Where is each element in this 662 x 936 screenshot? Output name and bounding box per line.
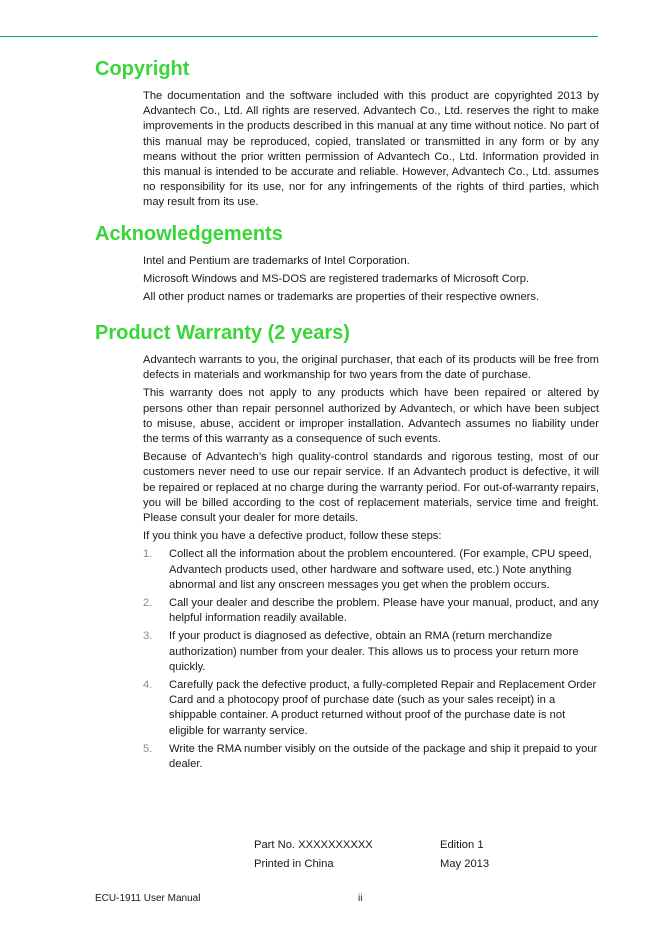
- header-rule: [0, 36, 598, 37]
- list-item: [143, 678, 599, 739]
- warranty-paragraph: This warranty does not apply to any products which have been repaired or altered by persons other than repair personnel authorized by Advantech, or which have been subject to misuse, abuse, accident or improper installation. Advantech assumes no liability under the terms of this warranty as a consequence of such events.: [143, 387, 599, 446]
- acknowledgements-section: [143, 254, 599, 309]
- copyright-section: [143, 89, 599, 214]
- step-text: If your product is diagnosed as defective, obtain an RMA (return merchandize authorization) number from your dealer. This allows us to process your return more quickly.: [169, 630, 579, 673]
- footer-page-number: ii: [358, 893, 363, 904]
- step-text: Carefully pack the defective product, a fully-completed Repair and Replacement Order Card and a photocopy proof of purchase date (such as your sales receipt) in a shippable container. A product returned without proof of the purchase date is not eligible for warranty service.: [169, 679, 597, 737]
- list-item: [143, 629, 599, 675]
- footer-manual-title: ECU-1911 User Manual: [95, 893, 201, 904]
- ack-line: Microsoft Windows and MS-DOS are registered trademarks of Microsoft Corp.: [143, 273, 530, 286]
- edition: Edition 1: [440, 839, 484, 851]
- ack-line: Intel and Pentium are trademarks of Intel Corporation.: [143, 255, 410, 267]
- warranty-heading: Product Warranty (2 years): [95, 322, 350, 344]
- warranty-paragraph: Advantech warrants to you, the original purchaser, that each of its products will be free from defects in materials and workmanship for two years from the date of purchase.: [143, 354, 599, 382]
- step-number: 1.: [143, 548, 153, 561]
- step-text: Call your dealer and describe the problem. Please have your manual, product, and any helpful information readily available.: [169, 597, 599, 625]
- step-text: Write the RMA number visibly on the outside of the package and ship it prepaid to your dealer.: [169, 742, 598, 771]
- publication-right: [440, 836, 489, 874]
- step-number: 4.: [143, 679, 153, 692]
- step-number: 3.: [143, 630, 153, 643]
- publication-date: May 2013: [440, 858, 490, 870]
- part-number: Part No. XXXXXXXXXX: [254, 839, 373, 851]
- ack-line: All other product names or trademarks are properties of their respective owners.: [143, 291, 540, 304]
- list-item: [143, 547, 599, 593]
- warranty-section: [143, 353, 599, 775]
- list-item: [143, 596, 599, 626]
- acknowledgements-heading: Acknowledgements: [95, 223, 283, 245]
- warranty-paragraph: If you think you have a defective product, follow these steps:: [143, 530, 442, 543]
- copyright-text: The documentation and the software included with this product are copyrighted 2013 by Advantech Co., Ltd. All rights are reserved. Advantech Co., Ltd. reserves the right to make improvements in the products described in this manual at any time without notice. No part of this manual may be reproduced, copied, translated or transmitted in any form or by any means without the prior written permission of Advantech Co., Ltd. Information provided in this manual is intended to be accurate and reliable. However, Advantech Co., Ltd. assumes no responsibility for its use, nor for any infringements of the rights of third parties, which may result from its use.: [143, 90, 599, 209]
- warranty-paragraph: Because of Advantech’s high quality-control standards and rigorous testing, most of our customers never need to use our repair service. If an Advantech product is defective, it will be repaired or replaced at no charge during the warranty period. For out-of-warranty repairs, you will be billed according to the cost of replacement materials, service time and freight. Please consult your dealer for more details.: [143, 451, 599, 525]
- printed-location: Printed in China: [254, 858, 334, 870]
- step-number: 2.: [143, 597, 153, 610]
- step-number: 5.: [143, 742, 153, 755]
- list-item: [143, 742, 599, 772]
- steps-list: [143, 547, 599, 772]
- step-text: Collect all the information about the problem encountered. (For example, CPU speed, Advantech products used, other hardware and software used, etc.) Note anything abnormal and list any onscreen messages you get when the problem occurs.: [169, 548, 592, 591]
- copyright-heading: Copyright: [95, 58, 190, 80]
- publication-left: [254, 836, 373, 874]
